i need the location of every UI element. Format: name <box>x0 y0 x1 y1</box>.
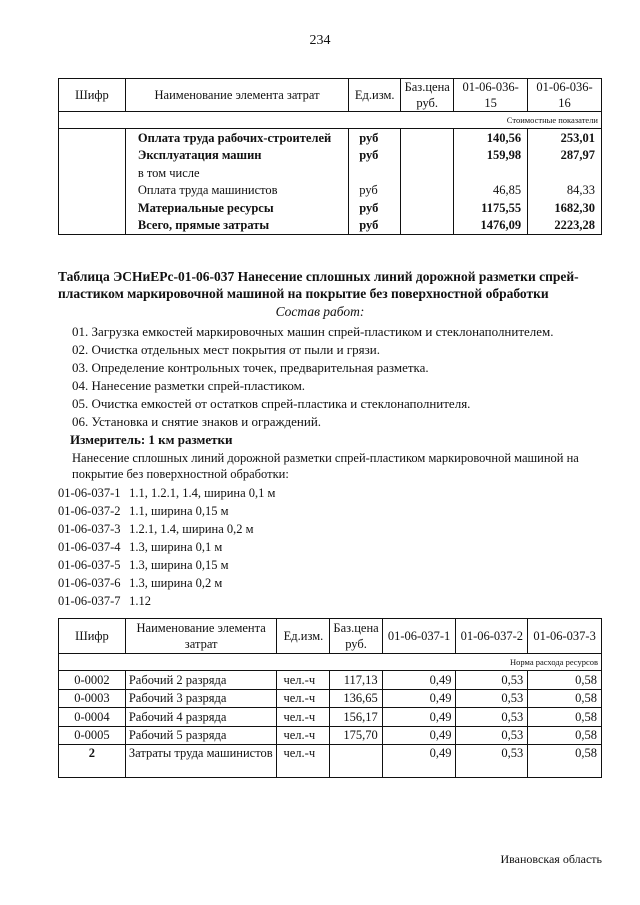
row-value-3: 0,58 <box>528 689 602 708</box>
row-unit: руб <box>349 147 401 165</box>
row-unit: руб <box>349 199 401 217</box>
code-text: 1.2.1, 1.4, ширина 0,2 м <box>129 522 254 536</box>
row-name: Всего, прямые затраты <box>125 217 348 235</box>
row-value-2: 253,01 <box>528 129 602 147</box>
table-row <box>59 129 602 147</box>
row-value-1: 1476,09 <box>454 217 528 235</box>
table-subheader-row <box>59 654 602 671</box>
row-price: 117,13 <box>330 671 382 690</box>
row-code: 0-0003 <box>59 689 126 708</box>
row-value-1: 0,49 <box>382 708 456 727</box>
table-row <box>59 164 602 182</box>
header-col-2: 01-06-037-2 <box>456 619 528 654</box>
row-name: Рабочий 2 разряда <box>125 671 277 690</box>
header-col-2: 01-06-036-16 <box>528 79 602 112</box>
row-value-2: 0,53 <box>456 708 528 727</box>
row-value-2: 0,53 <box>456 745 528 778</box>
row-price: 156,17 <box>330 708 382 727</box>
table-row <box>59 182 602 200</box>
table-title-line-1: Таблица ЭСНиЕРс-01-06-037 Нанесение сплошных линий дорожной разметки спрей- <box>58 269 579 284</box>
header-base-price: Баз.цена руб. <box>401 79 454 112</box>
row-code: 2 <box>59 745 126 778</box>
code-number: 01-06-037-1 <box>58 486 121 500</box>
code-item <box>58 522 254 537</box>
code-item <box>58 504 229 519</box>
row-value-1: 0,49 <box>382 671 456 690</box>
table-row <box>59 671 602 690</box>
row-value-2 <box>528 164 602 182</box>
header-code: Шифр <box>59 79 126 112</box>
row-code: 0-0005 <box>59 726 126 745</box>
row-value-1: 0,49 <box>382 745 456 778</box>
row-value-2: 84,33 <box>528 182 602 200</box>
row-value-2: 0,53 <box>456 671 528 690</box>
row-value-3: 0,58 <box>528 671 602 690</box>
table-row <box>59 708 602 727</box>
row-value-2: 2223,28 <box>528 217 602 235</box>
header-unit: Ед.изм. <box>349 79 401 112</box>
code-number: 01-06-037-6 <box>58 576 121 590</box>
operation-item: 06. Установка и снятие знаков и ограждений. <box>72 414 322 429</box>
row-price: 175,70 <box>330 726 382 745</box>
row-value-1: 0,49 <box>382 689 456 708</box>
header-col-1: 01-06-037-1 <box>382 619 456 654</box>
row-value-3: 0,58 <box>528 726 602 745</box>
row-value-2: 0,53 <box>456 689 528 708</box>
row-value-1: 1175,55 <box>454 199 528 217</box>
row-unit: чел.-ч <box>277 689 330 708</box>
row-code: 0-0004 <box>59 708 126 727</box>
header-name: Наименование элемента затрат <box>125 79 348 112</box>
row-value-1 <box>454 164 528 182</box>
row-name: в том числе <box>125 164 348 182</box>
code-item <box>58 540 222 555</box>
row-unit: чел.-ч <box>277 745 330 778</box>
row-name: Рабочий 3 разряда <box>125 689 277 708</box>
operation-item: 01. Загрузка емкостей маркировочных машин спрей-пластиком и стеклонаполнителем. <box>72 324 554 339</box>
row-value-3: 0,58 <box>528 708 602 727</box>
row-unit: руб <box>349 129 401 147</box>
table-row <box>59 745 602 778</box>
table-header-row <box>59 619 602 654</box>
code-text: 1.3, ширина 0,15 м <box>129 558 229 572</box>
row-price: 136,65 <box>330 689 382 708</box>
table-subheader-row <box>59 112 602 129</box>
code-item <box>58 594 151 609</box>
operation-item: 04. Нанесение разметки спрей-пластиком. <box>72 378 306 393</box>
resource-norms-table <box>58 618 602 778</box>
code-number: 01-06-037-4 <box>58 540 121 554</box>
row-value-1: 159,98 <box>454 147 528 165</box>
region-footer: Ивановская область <box>500 852 602 866</box>
row-price <box>330 745 382 778</box>
row-value-3: 0,58 <box>528 745 602 778</box>
row-value-2: 287,97 <box>528 147 602 165</box>
header-name: Наименование элемента затрат <box>125 619 277 654</box>
measure-unit: Измеритель: 1 км разметки <box>70 432 233 447</box>
row-unit: чел.-ч <box>277 726 330 745</box>
code-item <box>58 558 229 573</box>
table-title <box>58 268 618 302</box>
row-value-1: 46,85 <box>454 182 528 200</box>
header-unit: Ед.изм. <box>277 619 330 654</box>
row-name: Рабочий 4 разряда <box>125 708 277 727</box>
composition-title: Состав работ: <box>275 304 365 319</box>
row-unit <box>349 164 401 182</box>
table-header-row <box>59 79 602 112</box>
row-code: 0-0002 <box>59 671 126 690</box>
page-number: 234 <box>309 33 331 48</box>
cost-indicators-table <box>58 78 602 235</box>
code-item <box>58 576 222 591</box>
row-name: Материальные ресурсы <box>125 199 348 217</box>
row-name: Эксплуатация машин <box>125 147 348 165</box>
header-base-price: Баз.цена руб. <box>330 619 382 654</box>
code-text: 1.1, 1.2.1, 1.4, ширина 0,1 м <box>129 486 276 500</box>
row-name: Затраты труда машинистов <box>125 745 277 778</box>
row-unit: чел.-ч <box>277 671 330 690</box>
code-text: 1.3, ширина 0,1 м <box>129 540 223 554</box>
row-value-1: 0,49 <box>382 726 456 745</box>
description: Нанесение сплошных линий дорожной разметки спрей-пластиком маркировочной машиной на покрытие без поверхностной обработки: <box>72 451 579 481</box>
header-code: Шифр <box>59 619 126 654</box>
code-item <box>58 486 275 501</box>
code-number: 01-06-037-3 <box>58 522 121 536</box>
code-number: 01-06-037-7 <box>58 594 121 608</box>
operation-item: 02. Очистка отдельных мест покрытия от пыли и грязи. <box>72 342 380 357</box>
code-number: 01-06-037-2 <box>58 504 121 518</box>
table-row <box>59 199 602 217</box>
row-name: Оплата труда рабочих-строителей <box>125 129 348 147</box>
row-value-1: 140,56 <box>454 129 528 147</box>
row-name: Оплата труда машинистов <box>125 182 348 200</box>
row-value-2: 1682,30 <box>528 199 602 217</box>
table-row <box>59 726 602 745</box>
row-value-2: 0,53 <box>456 726 528 745</box>
subheader-label: Норма расхода ресурсов <box>59 654 602 671</box>
code-text: 1.12 <box>129 594 151 608</box>
operation-item: 03. Определение контрольных точек, предварительная разметка. <box>72 360 429 375</box>
subheader-label: Стоимостные показатели <box>59 112 602 129</box>
table-row <box>59 689 602 708</box>
row-unit: руб <box>349 217 401 235</box>
header-col-3: 01-06-037-3 <box>528 619 602 654</box>
table-row <box>59 217 602 235</box>
row-unit: руб <box>349 182 401 200</box>
operation-item: 05. Очистка емкостей от остатков спрей-пластика и стеклонаполнителя. <box>72 396 471 411</box>
table-title-line-2: пластиком маркировочной машиной на покрытие без поверхностной обработки <box>58 286 549 301</box>
code-text: 1.3, ширина 0,2 м <box>129 576 223 590</box>
table-row <box>59 147 602 165</box>
row-unit: чел.-ч <box>277 708 330 727</box>
code-text: 1.1, ширина 0,15 м <box>129 504 229 518</box>
header-col-1: 01-06-036-15 <box>454 79 528 112</box>
code-number: 01-06-037-5 <box>58 558 121 572</box>
row-name: Рабочий 5 разряда <box>125 726 277 745</box>
